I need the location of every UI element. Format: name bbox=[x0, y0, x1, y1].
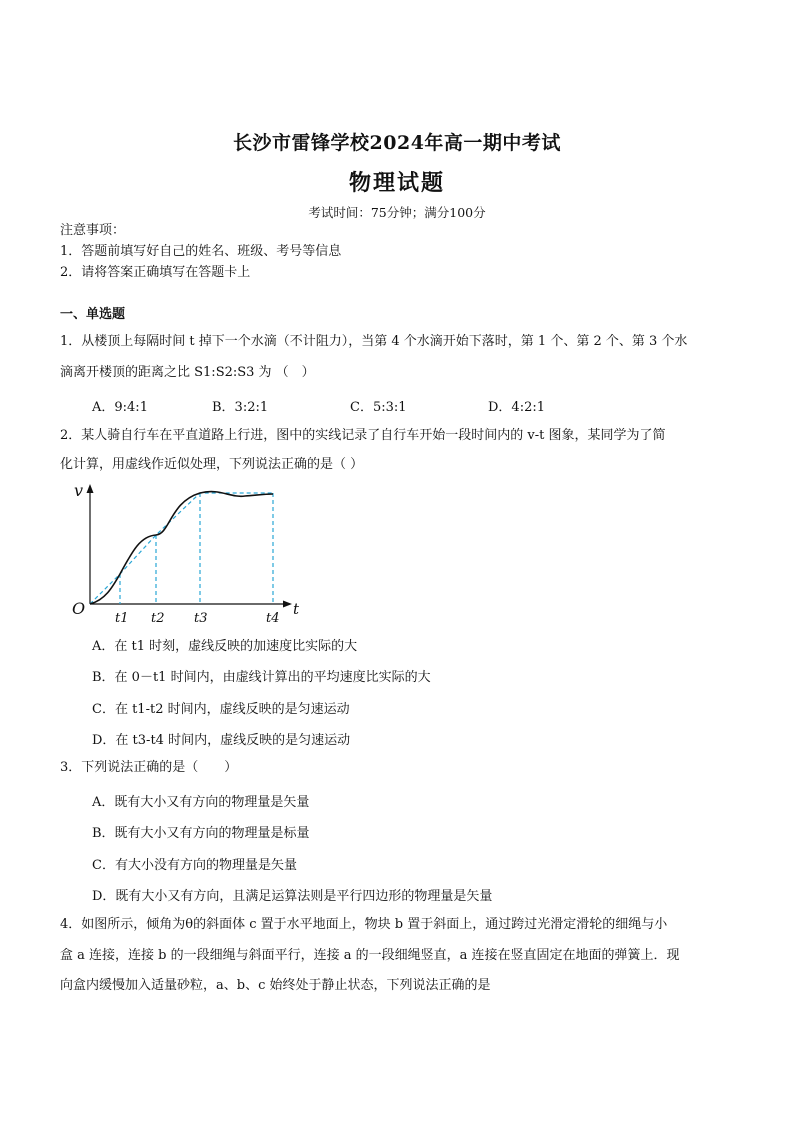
note-item: 1．答题前填写好自己的姓名、班级、考号等信息 bbox=[60, 244, 342, 259]
exam-title: 长沙市雷锋学校2024年高一期中考试 bbox=[233, 132, 561, 154]
y-axis-label: v bbox=[74, 481, 84, 500]
origin-label: O bbox=[72, 599, 86, 618]
tick-label-t3: t3 bbox=[194, 611, 208, 626]
q4-stem-line1: 4．如图所示，倾角为θ的斜面体 c 置于水平地面上，物块 b 置于斜面上，通过跨过光滑定滑轮的细绳与小 bbox=[60, 917, 668, 932]
q2-option-c: C．在 t1-t2 时间内，虚线反映的是匀速运动 bbox=[92, 702, 350, 717]
dashed-approximation bbox=[90, 493, 273, 604]
q1-stem-line2: 滴离开楼顶的距离之比 S1:S2:S3 为 （ ） bbox=[60, 365, 315, 380]
q1-stem-line1: 1．从楼顶上每隔时间 t 掉下一个水滴（不计阻力），当第 4 个水滴开始下落时，第 1 个、第 2 个、第 3 个水 bbox=[60, 334, 688, 349]
dashed-polyline bbox=[90, 493, 273, 604]
q2-option-a: A．在 t1 时刻，虚线反映的加速度比实际的大 bbox=[92, 639, 358, 654]
exam-info: 考试时间：75分钟；满分100分 bbox=[308, 205, 486, 220]
actual-curve bbox=[90, 492, 273, 604]
q1-option-b: B．3:2:1 bbox=[212, 400, 269, 415]
q2-option-d: D．在 t3-t4 时间内，虚线反映的是匀速运动 bbox=[92, 733, 351, 748]
vt-graph bbox=[60, 480, 320, 630]
q3-option-d: D．既有大小又有方向，且满足运算法则是平行四边形的物理量是矢量 bbox=[92, 889, 493, 904]
q1-option-c: C．5:3:1 bbox=[350, 400, 407, 415]
q3-option-a: A．既有大小又有方向的物理量是矢量 bbox=[92, 795, 310, 810]
subject-title: 物理试题 bbox=[348, 170, 445, 196]
y-axis-arrow bbox=[87, 484, 94, 493]
q2-option-b: B．在 0－t1 时间内，由虚线计算出的平均速度比实际的大 bbox=[92, 670, 431, 685]
q2-stem-line2: 化计算，用虚线作近似处理，下列说法正确的是（ ） bbox=[60, 457, 364, 472]
tick-label-t1: t1 bbox=[115, 611, 129, 626]
q3-stem: 3．下列说法正确的是（ ） bbox=[60, 760, 238, 775]
notes-heading: 注意事项： bbox=[60, 223, 126, 238]
tick-label-t2: t2 bbox=[151, 611, 165, 626]
q4-stem-line3: 向盒内缓慢加入适量砂粒，a、b、c 始终处于静止状态，下列说法正确的是 bbox=[60, 978, 491, 993]
q4-stem-line2: 盒 a 连接，连接 b 的一段细绳与斜面平行，连接 a 的一段细绳竖直，a 连接在竖直固定在地面的弹簧上．现 bbox=[60, 948, 680, 963]
note-item: 2．请将答案正确填写在答题卡上 bbox=[60, 265, 251, 280]
q3-option-c: C．有大小没有方向的物理量是矢量 bbox=[92, 858, 297, 873]
tick-label-t4: t4 bbox=[266, 611, 280, 626]
q3-option-b: B．既有大小又有方向的物理量是标量 bbox=[92, 826, 310, 841]
section-title: 一、单选题 bbox=[60, 307, 126, 322]
q1-option-a: A．9:4:1 bbox=[92, 400, 148, 415]
q1-option-d: D．4:2:1 bbox=[488, 400, 545, 415]
x-axis-arrow bbox=[283, 601, 292, 608]
q2-stem-line1: 2．某人骑自行车在平直道路上行进，图中的实线记录了自行车开始一段时间内的 v-t 图象，某同学为了简 bbox=[60, 428, 666, 443]
x-axis-label: t bbox=[293, 600, 300, 618]
